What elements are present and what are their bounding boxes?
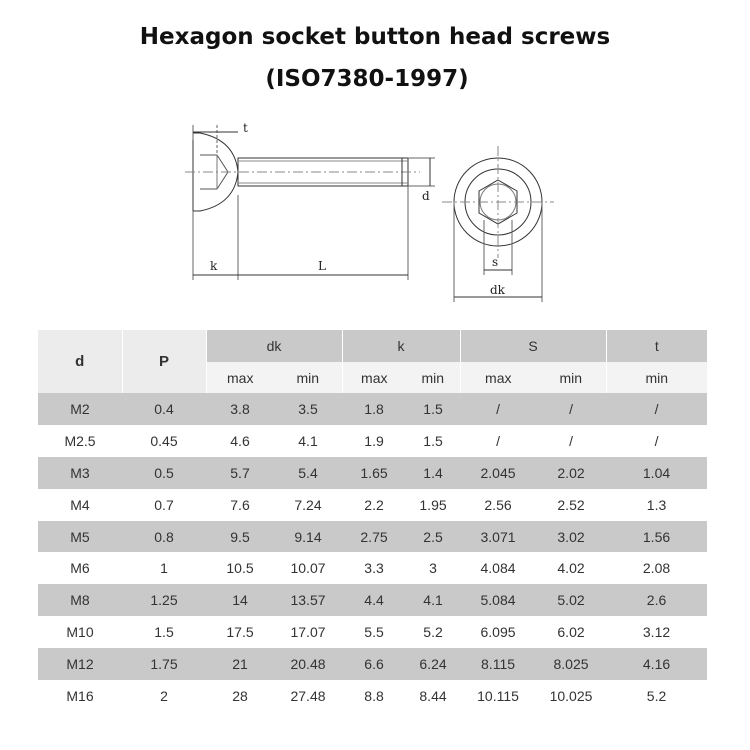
- cell-dk-min: 27.48: [274, 680, 342, 712]
- table-row: [38, 489, 707, 521]
- cell-k-min: 3: [406, 552, 460, 584]
- cell-s-min: 2.02: [536, 457, 606, 489]
- subheader-k-min: min: [406, 362, 460, 393]
- cell-k-max: 1.8: [342, 393, 406, 425]
- cell-dk-max: 21: [206, 648, 274, 680]
- subheader-t-min: min: [606, 362, 707, 393]
- cell-s-min: 6.02: [536, 616, 606, 648]
- header-p: P: [122, 330, 206, 393]
- page-title: Hexagon socket button head screws: [139, 24, 611, 50]
- cell-k-max: 5.5: [342, 616, 406, 648]
- cell-d: M6: [38, 552, 122, 584]
- cell-dk-max: 9.5: [206, 521, 274, 553]
- subheader-dk-min: min: [274, 362, 342, 393]
- cell-d: M2: [38, 393, 122, 425]
- label-k: k: [210, 259, 218, 273]
- cell-d: M5: [38, 521, 122, 553]
- table-row: [38, 584, 707, 616]
- cell-d: M10: [38, 616, 122, 648]
- cell-dk-min: 9.14: [274, 521, 342, 553]
- cell-dk-min: 3.5: [274, 393, 342, 425]
- cell-k-min: 2.5: [406, 521, 460, 553]
- cell-s-min: 10.025: [536, 680, 606, 712]
- table-row: [38, 648, 707, 680]
- cell-k-max: 1.65: [342, 457, 406, 489]
- cell-d: M12: [38, 648, 122, 680]
- table-row: [38, 425, 707, 457]
- cell-s-min: 4.02: [536, 552, 606, 584]
- cell-p: 0.4: [122, 393, 206, 425]
- cell-t-min: 1.04: [606, 457, 707, 489]
- header-dk: dk: [206, 330, 342, 362]
- cell-d: M8: [38, 584, 122, 616]
- cell-s-max: /: [460, 425, 536, 457]
- cell-dk-min: 13.57: [274, 584, 342, 616]
- table-row: [38, 393, 707, 425]
- label-d: d: [422, 189, 430, 203]
- cell-d: M2.5: [38, 425, 122, 457]
- cell-k-max: 6.6: [342, 648, 406, 680]
- cell-s-max: 6.095: [460, 616, 536, 648]
- cell-k-min: 5.2: [406, 616, 460, 648]
- cell-s-max: 3.071: [460, 521, 536, 553]
- cell-d: M3: [38, 457, 122, 489]
- cell-dk-max: 5.7: [206, 457, 274, 489]
- cell-k-max: 3.3: [342, 552, 406, 584]
- subheader-dk-max: max: [206, 362, 274, 393]
- cell-p: 1: [122, 552, 206, 584]
- cell-dk-min: 17.07: [274, 616, 342, 648]
- cell-s-min: 2.52: [536, 489, 606, 521]
- cell-dk-max: 7.6: [206, 489, 274, 521]
- cell-k-min: 1.4: [406, 457, 460, 489]
- cell-t-min: 5.2: [606, 680, 707, 712]
- cell-k-min: 1.5: [406, 393, 460, 425]
- cell-s-max: /: [460, 393, 536, 425]
- cell-t-min: 2.08: [606, 552, 707, 584]
- label-L: L: [318, 259, 326, 273]
- cell-dk-max: 17.5: [206, 616, 274, 648]
- cell-dk-max: 4.6: [206, 425, 274, 457]
- subheader-s-max: max: [460, 362, 536, 393]
- label-s: s: [492, 255, 499, 269]
- cell-t-min: 1.3: [606, 489, 707, 521]
- cell-dk-max: 3.8: [206, 393, 274, 425]
- cell-dk-max: 28: [206, 680, 274, 712]
- cell-t-min: 1.56: [606, 521, 707, 553]
- table-row: [38, 680, 707, 712]
- cell-dk-min: 20.48: [274, 648, 342, 680]
- cell-p: 0.7: [122, 489, 206, 521]
- cell-dk-min: 5.4: [274, 457, 342, 489]
- cell-t-min: 2.6: [606, 584, 707, 616]
- header-s: S: [460, 330, 606, 362]
- cell-s-max: 8.115: [460, 648, 536, 680]
- cell-k-min: 8.44: [406, 680, 460, 712]
- cell-s-min: 5.02: [536, 584, 606, 616]
- label-dk: dk: [490, 283, 505, 297]
- cell-k-min: 1.5: [406, 425, 460, 457]
- label-t: t: [243, 121, 248, 135]
- cell-s-min: /: [536, 425, 606, 457]
- cell-k-max: 8.8: [342, 680, 406, 712]
- cell-k-min: 4.1: [406, 584, 460, 616]
- cell-p: 0.45: [122, 425, 206, 457]
- cell-p: 0.8: [122, 521, 206, 553]
- cell-d: M16: [38, 680, 122, 712]
- cell-s-max: 2.56: [460, 489, 536, 521]
- cell-p: 2: [122, 680, 206, 712]
- table-row: [38, 457, 707, 489]
- cell-k-min: 1.95: [406, 489, 460, 521]
- cell-t-min: /: [606, 393, 707, 425]
- screw-technical-drawing: [180, 120, 580, 310]
- cell-t-min: 4.16: [606, 648, 707, 680]
- header-t: t: [606, 330, 707, 362]
- cell-dk-max: 14: [206, 584, 274, 616]
- cell-dk-min: 7.24: [274, 489, 342, 521]
- header-k: k: [342, 330, 460, 362]
- cell-k-max: 2.75: [342, 521, 406, 553]
- cell-s-max: 5.084: [460, 584, 536, 616]
- cell-s-min: /: [536, 393, 606, 425]
- table-row: [38, 616, 707, 648]
- cell-s-max: 10.115: [460, 680, 536, 712]
- cell-dk-min: 4.1: [274, 425, 342, 457]
- cell-s-min: 3.02: [536, 521, 606, 553]
- cell-k-max: 2.2: [342, 489, 406, 521]
- cell-k-min: 6.24: [406, 648, 460, 680]
- cell-p: 1.5: [122, 616, 206, 648]
- page-subtitle: (ISO7380-1997): [265, 66, 469, 92]
- cell-t-min: 3.12: [606, 616, 707, 648]
- cell-t-min: /: [606, 425, 707, 457]
- cell-d: M4: [38, 489, 122, 521]
- cell-dk-min: 10.07: [274, 552, 342, 584]
- cell-p: 0.5: [122, 457, 206, 489]
- table-row: [38, 552, 707, 584]
- subheader-k-max: max: [342, 362, 406, 393]
- cell-p: 1.75: [122, 648, 206, 680]
- cell-s-max: 2.045: [460, 457, 536, 489]
- cell-k-max: 4.4: [342, 584, 406, 616]
- cell-s-max: 4.084: [460, 552, 536, 584]
- cell-dk-max: 10.5: [206, 552, 274, 584]
- cell-p: 1.25: [122, 584, 206, 616]
- table-row: [38, 521, 707, 553]
- header-d: d: [38, 330, 122, 393]
- dimensions-table: [38, 330, 707, 712]
- subheader-s-min: min: [536, 362, 606, 393]
- cell-k-max: 1.9: [342, 425, 406, 457]
- cell-s-min: 8.025: [536, 648, 606, 680]
